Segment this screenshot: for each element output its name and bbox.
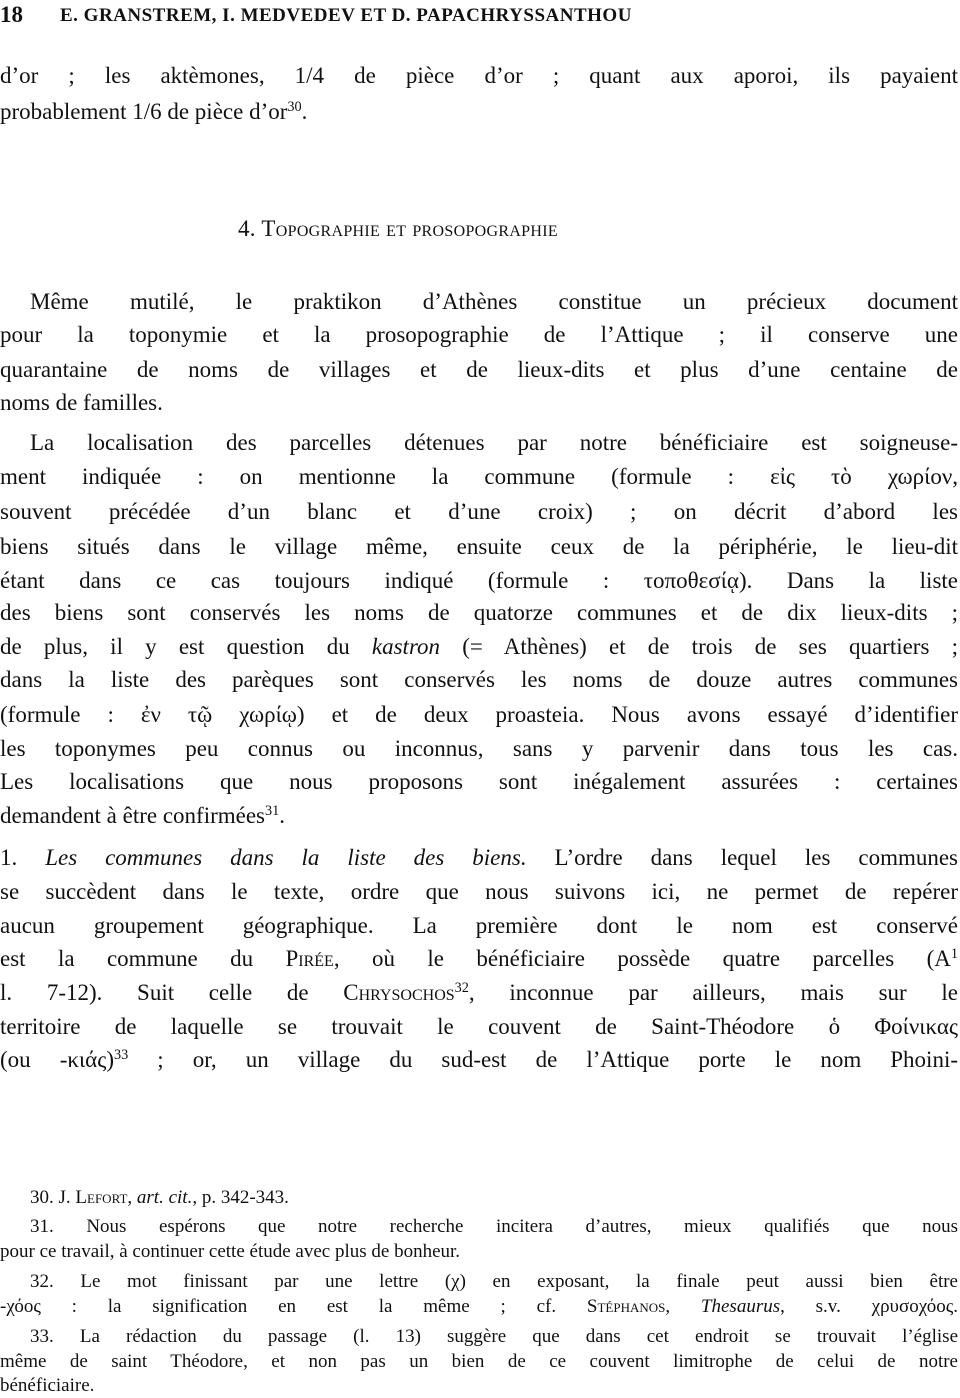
greek-o-phoinikas: ὁ Φοίνικας [828, 1014, 958, 1039]
footnote-32-line-2 [0, 1295, 958, 1319]
footnote-33-line-3: bénéficiaire. [0, 1375, 95, 1396]
kastron-italic: kastron [371, 634, 441, 659]
para3-line-4 [0, 943, 958, 975]
fn32-l2-b: , s.v. [780, 1296, 872, 1317]
para3-line-3: aucun groupement géographique. La première dont le nom est conservé [0, 913, 958, 938]
piree-smallcaps: Pirée [285, 946, 334, 971]
para3-line-6 [0, 1011, 958, 1043]
para2-line-12 [0, 800, 285, 832]
para2-line-8: dans la liste des parèques sont conservés les noms de douze autres communes [0, 667, 958, 692]
section-number: 4. [238, 216, 256, 241]
para1-line-1: Même mutilé, le praktikon d’Athènes constitue un précieux document [30, 289, 958, 314]
para2-line-6: des biens sont conservés les noms de quatorze communes et de dix lieux-dits ; [0, 600, 958, 625]
fn32-greek-chrysochoos: χρυσοχόος [871, 1296, 954, 1317]
para2-l12-text: demandent à être confirmées [0, 803, 266, 828]
greek-en-to-chorio: ἐν τῷ χωρίῳ [140, 702, 297, 727]
footnote-30 [0, 1186, 289, 1210]
para3-l7-b: ) [106, 1047, 114, 1072]
greek-kias: -κιάς [59, 1047, 107, 1072]
para2-l5-a: étant dans ce cas toujours indiqué (formule : [0, 568, 644, 593]
intro-text: probablement 1/6 de pièce d’or [0, 99, 288, 124]
fn32-greek-chi: χ [451, 1271, 460, 1292]
fn32-stephanos: Stéphanos [586, 1296, 666, 1317]
para2-line-9 [0, 699, 958, 731]
intro-line-1: d’or ; les aktèmones, 1/4 de pièce d’or ; quant aux aporoi, ils payaient [0, 63, 958, 88]
para2-line-11: Les localisations que nous proposons sont inégalement assurées : certaines [0, 769, 958, 794]
fn30-author: Lefort [75, 1187, 128, 1208]
fn32-l1-b: ) en exposant, la finale peut aussi bien être [459, 1271, 958, 1292]
para3-l4-b: , où le bénéficiaire possède quatre parcelles (A [333, 946, 951, 971]
footnote-32-line-1 [0, 1270, 958, 1294]
para3-italic-title: Les communes dans la liste des biens. [45, 845, 527, 870]
para2-l12-end: . [279, 803, 286, 828]
para2-line-2 [0, 461, 958, 493]
running-header [0, 2, 960, 28]
para2-line-7 [0, 631, 958, 663]
footnote-31-line-1: 31. Nous espérons que notre recherche incitera d’autres, mieux qualifiés que nous [30, 1216, 958, 1237]
para3-l1-b: L’ordre dans lequel les communes [526, 845, 959, 870]
para2-line-10: les toponymes peu connus ou inconnus, sans y parvenir dans tous les cas. [0, 736, 958, 761]
running-head: E. GRANSTREM, I. MEDVEDEV ET D. PAPACHRYSSANTHOU [60, 5, 632, 26]
section-title: Topographie et prosopographie [261, 216, 558, 241]
para3-line-5 [0, 977, 958, 1009]
footnote-33-line-2: même de saint Théodore, et non pas un bien de ce couvent limitrophe de celui de notre [0, 1351, 958, 1372]
para3-l5-a: l. 7-12). Suit celle de [0, 980, 344, 1005]
para3-number: 1. [0, 845, 46, 870]
greek-topothesia: τοποθεσίᾳ [643, 568, 739, 593]
para2-l2-b: , [952, 464, 958, 489]
para3-l7-a: (ou [0, 1047, 60, 1072]
intro-end: . [301, 99, 308, 124]
para2-line-1: La localisation des parcelles détenues par notre bénéficiaire est soigneuse- [30, 430, 958, 455]
para3-line-1 [0, 842, 958, 874]
para2-line-4: biens situés dans le village même, ensuite ceux de la périphérie, le lieu-dit [0, 534, 958, 559]
para3-l5-b: , inconnue par ailleurs, mais sur le [468, 980, 958, 1005]
fn30-ref: art. cit. [136, 1187, 193, 1208]
footnote-31-line-2: pour ce travail, à continuer cette étude avec plus de bonheur. [0, 1241, 461, 1262]
fn32-thesaurus: Thesaurus [700, 1296, 781, 1317]
para2-l7-a: de plus, il y est question du [0, 634, 372, 659]
fn30-sep: , [127, 1187, 137, 1208]
para2-l9-b: ) et de deux proasteia. Nous avons essayé d’identifier [296, 702, 958, 727]
para2-l7-b: (= Athènes) et de trois de ses quartiers ; [440, 634, 958, 659]
para3-l7-c: ; or, un village du sud-est de l’Attique porte le nom Phoini- [128, 1047, 958, 1072]
fn32-l1-a: 32. Le mot finissant par une lettre ( [30, 1271, 452, 1292]
footnote-33-line-1: 33. La rédaction du passage (l. 13) suggère que dans cet endroit se trouvait l’église [30, 1326, 958, 1347]
fn32-sep: , [665, 1296, 701, 1317]
para2-line-5 [0, 565, 958, 597]
para3-line-2: se succèdent dans le texte, ordre que nous suivons ici, ne permet de repérer [0, 879, 958, 904]
para2-line-3: souvent précédée d’un blanc et d’une croix) ; on décrit d’abord les [0, 499, 958, 524]
fn30-rest: , p. 342-343. [192, 1187, 289, 1208]
page-number: 18 [0, 2, 23, 27]
section-heading [238, 214, 558, 244]
fn32-l2-a: : la signification en est la même ; cf. [40, 1296, 587, 1317]
footnote-ref-31: 31 [265, 803, 280, 820]
para3-l4-a: est la commune du [0, 946, 286, 971]
para2-l5-b: ). Dans la liste [738, 568, 958, 593]
footnote-ref-30: 30 [287, 99, 302, 116]
chrysochos-smallcaps: Chrysochos [343, 980, 455, 1005]
para2-l9-a: (formule : [0, 702, 141, 727]
para1-line-4: noms de familles. [0, 390, 163, 415]
greek-eis-to-chorion: εἰς τὸ χωρίον [770, 464, 953, 489]
para3-l6-a: territoire de laquelle se trouvait le couvent de Saint-Théodore [0, 1014, 829, 1039]
footnote-ref-33: 33 [113, 1047, 129, 1064]
intro-line-2 [0, 96, 307, 128]
fn32-greek-choos: -χόος [0, 1296, 41, 1317]
para3-line-7 [0, 1044, 958, 1076]
para1-line-2: pour la toponymie et la prosopographie de l’Attique ; il conserve une [0, 322, 958, 347]
fn30-author-prefix: J. [58, 1187, 76, 1208]
para2-l2-a: ment indiquée : on mentionne la commune (formule : [0, 464, 771, 489]
fn30-num: 30. [30, 1187, 59, 1208]
para1-line-3: quarantaine de noms de villages et de lieux-dits et plus d’une centaine de [0, 357, 958, 382]
fn32-end: . [953, 1296, 958, 1317]
footnote-ref-32: 32 [454, 980, 469, 997]
superscript-1: 1 [950, 946, 958, 963]
